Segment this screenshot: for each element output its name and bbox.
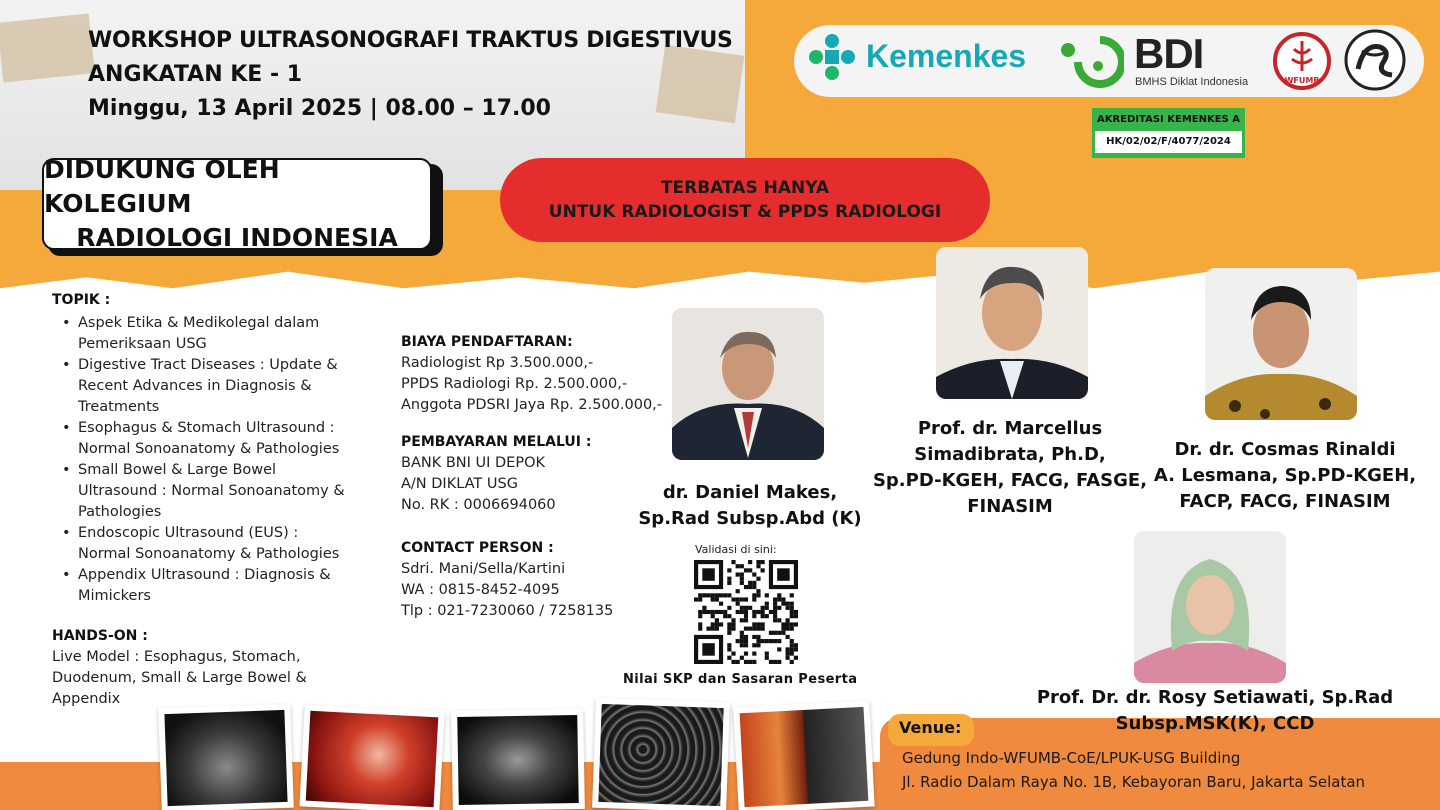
speaker-name-line: Subsp.MSK(K), CCD xyxy=(1115,713,1315,734)
payment-line: A/N DIKLAT USG xyxy=(401,476,518,492)
contact-line: Tlp : 021-7230060 / 7258135 xyxy=(401,603,614,619)
workshop-batch: ANGKATAN KE - 1 xyxy=(88,62,303,87)
list-item: • Aspek Etika & Medikolegal dalam Pemeriksaan USG xyxy=(52,313,352,355)
ultrasound-image xyxy=(158,704,294,810)
speaker-name-daniel xyxy=(620,480,880,532)
payment-line: No. RK : 0006694060 xyxy=(401,497,556,513)
eus-image xyxy=(592,698,730,810)
list-item: • Endoscopic Ultrasound (EUS) : Normal Sonoanatomy & Pathologies xyxy=(52,523,352,565)
speaker-photo-cosmas xyxy=(1205,268,1357,420)
tape-decoration xyxy=(0,13,95,82)
kemenkes-logo-icon xyxy=(808,33,856,81)
ultrasound-image xyxy=(451,709,585,810)
kolegium-line1: DIDUKUNG OLEH KOLEGIUM xyxy=(44,155,280,218)
payment-heading: PEMBAYARAN MELALUI : xyxy=(401,434,592,450)
contact-block xyxy=(401,538,681,622)
venue-address: Jl. Radio Dalam Raya No. 1B, Kebayoran Baru, Jakarta Selatan xyxy=(902,773,1366,791)
venue-building: Gedung Indo-WFUMB-CoE/LPUK-USG Building xyxy=(902,749,1241,767)
speaker-name-rosy xyxy=(1030,685,1400,737)
fee-line: Radiologist Rp 3.500.000,- xyxy=(401,355,594,371)
workshop-title: WORKSHOP ULTRASONOGRAFI TRAKTUS DIGESTIVUS xyxy=(88,28,733,53)
speaker-name-line: Prof. dr. Marcellus xyxy=(917,418,1103,439)
qr-label: Validasi di sini: xyxy=(695,543,777,556)
speaker-photo-marcellus xyxy=(936,247,1088,399)
handson-heading: HANDS-ON : xyxy=(52,628,148,644)
fee-block xyxy=(401,332,681,416)
tape-decoration xyxy=(656,45,745,123)
kolegium-box xyxy=(42,155,432,252)
wfumb-logo-icon xyxy=(1272,31,1332,91)
speaker-name-line: Sp.PD-KGEH, FACG, FASGE, xyxy=(872,470,1148,491)
speaker-name-line: Simadibrata, Ph.D, xyxy=(914,444,1106,465)
endoscopy-image xyxy=(299,704,444,810)
contact-line: Sdri. Mani/Sella/Kartini xyxy=(401,561,566,577)
fee-line: Anggota PDSRI Jaya Rp. 2.500.000,- xyxy=(401,397,663,413)
qr-code-icon[interactable] xyxy=(694,560,798,664)
list-item: • Esophagus & Stomach Ultrasound : Normal Sonoanatomy & Pathologies xyxy=(52,418,352,460)
list-item: • Digestive Tract Diseases : Update & Recent Advances in Diagnosis & Treatments xyxy=(52,355,352,418)
svg-text:WFUMB: WFUMB xyxy=(1284,76,1320,85)
colonoscopy-image xyxy=(733,701,874,810)
accreditation-number: HK/02/02/F/4077/2024 xyxy=(1095,131,1242,153)
topic-section xyxy=(52,290,352,607)
list-item: • Small Bowel & Large Bowel Ultrasound : Normal Sonoanatomy & Pathologies xyxy=(52,460,352,523)
bdi-logo-text: BDI xyxy=(1134,30,1204,77)
speaker-photo-rosy xyxy=(1134,531,1286,683)
contact-line: WA : 0815-8452-4095 xyxy=(401,582,560,598)
speaker-name-cosmas xyxy=(1150,437,1420,515)
list-item: • Appendix Ultrasound : Diagnosis & Mimickers xyxy=(52,565,352,607)
kolegium-line2: RADIOLOGI INDONESIA xyxy=(76,223,398,252)
speaker-name-line: Prof. Dr. dr. Rosy Setiawati, Sp.Rad xyxy=(1036,687,1394,708)
speaker-name-marcellus xyxy=(870,416,1150,520)
restriction-line2: UNTUK RADIOLOGIST & PPDS RADIOLOGI xyxy=(548,202,942,222)
payment-line: BANK BNI UI DEPOK xyxy=(401,455,546,471)
handson-text: Live Model : Esophagus, Stomach, Duodenum, Small & Large Bowel & Appendix xyxy=(52,649,307,707)
restriction-banner xyxy=(500,158,990,242)
bdi-logo-icon xyxy=(1058,36,1124,88)
society-logo-icon xyxy=(1344,29,1406,91)
venue-label: Venue: xyxy=(899,718,962,737)
speaker-name-line: A. Lesmana, Sp.PD-KGEH, xyxy=(1153,465,1417,486)
workshop-date: Minggu, 13 April 2025 | 08.00 – 17.00 xyxy=(88,96,551,121)
speaker-name-line: FINASIM xyxy=(967,496,1053,517)
bdi-subtitle: BMHS Diklat Indonesia xyxy=(1135,76,1249,88)
accreditation-badge xyxy=(1092,108,1245,158)
handson-section xyxy=(52,626,352,710)
topic-heading: TOPIK : xyxy=(52,292,111,308)
accreditation-title: AKREDITASI KEMENKES A xyxy=(1097,114,1240,125)
contact-heading: CONTACT PERSON : xyxy=(401,540,554,556)
speaker-name-line: FACP, FACG, FINASIM xyxy=(1179,491,1391,512)
restriction-line1: TERBATAS HANYA xyxy=(660,178,830,198)
speaker-name-line: Sp.Rad Subsp.Abd (K) xyxy=(638,508,862,529)
fee-line: PPDS Radiologi Rp. 2.500.000,- xyxy=(401,376,628,392)
speaker-name-line: Dr. dr. Cosmas Rinaldi xyxy=(1174,439,1396,460)
kemenkes-logo-text: Kemenkes xyxy=(866,38,1027,74)
topic-list xyxy=(52,313,352,607)
speaker-photo-daniel xyxy=(672,308,824,460)
skp-caption: Nilai SKP dan Sasaran Peserta xyxy=(623,672,858,687)
speaker-name-line: dr. Daniel Makes, xyxy=(662,482,838,503)
fee-heading: BIAYA PENDAFTARAN: xyxy=(401,334,573,350)
